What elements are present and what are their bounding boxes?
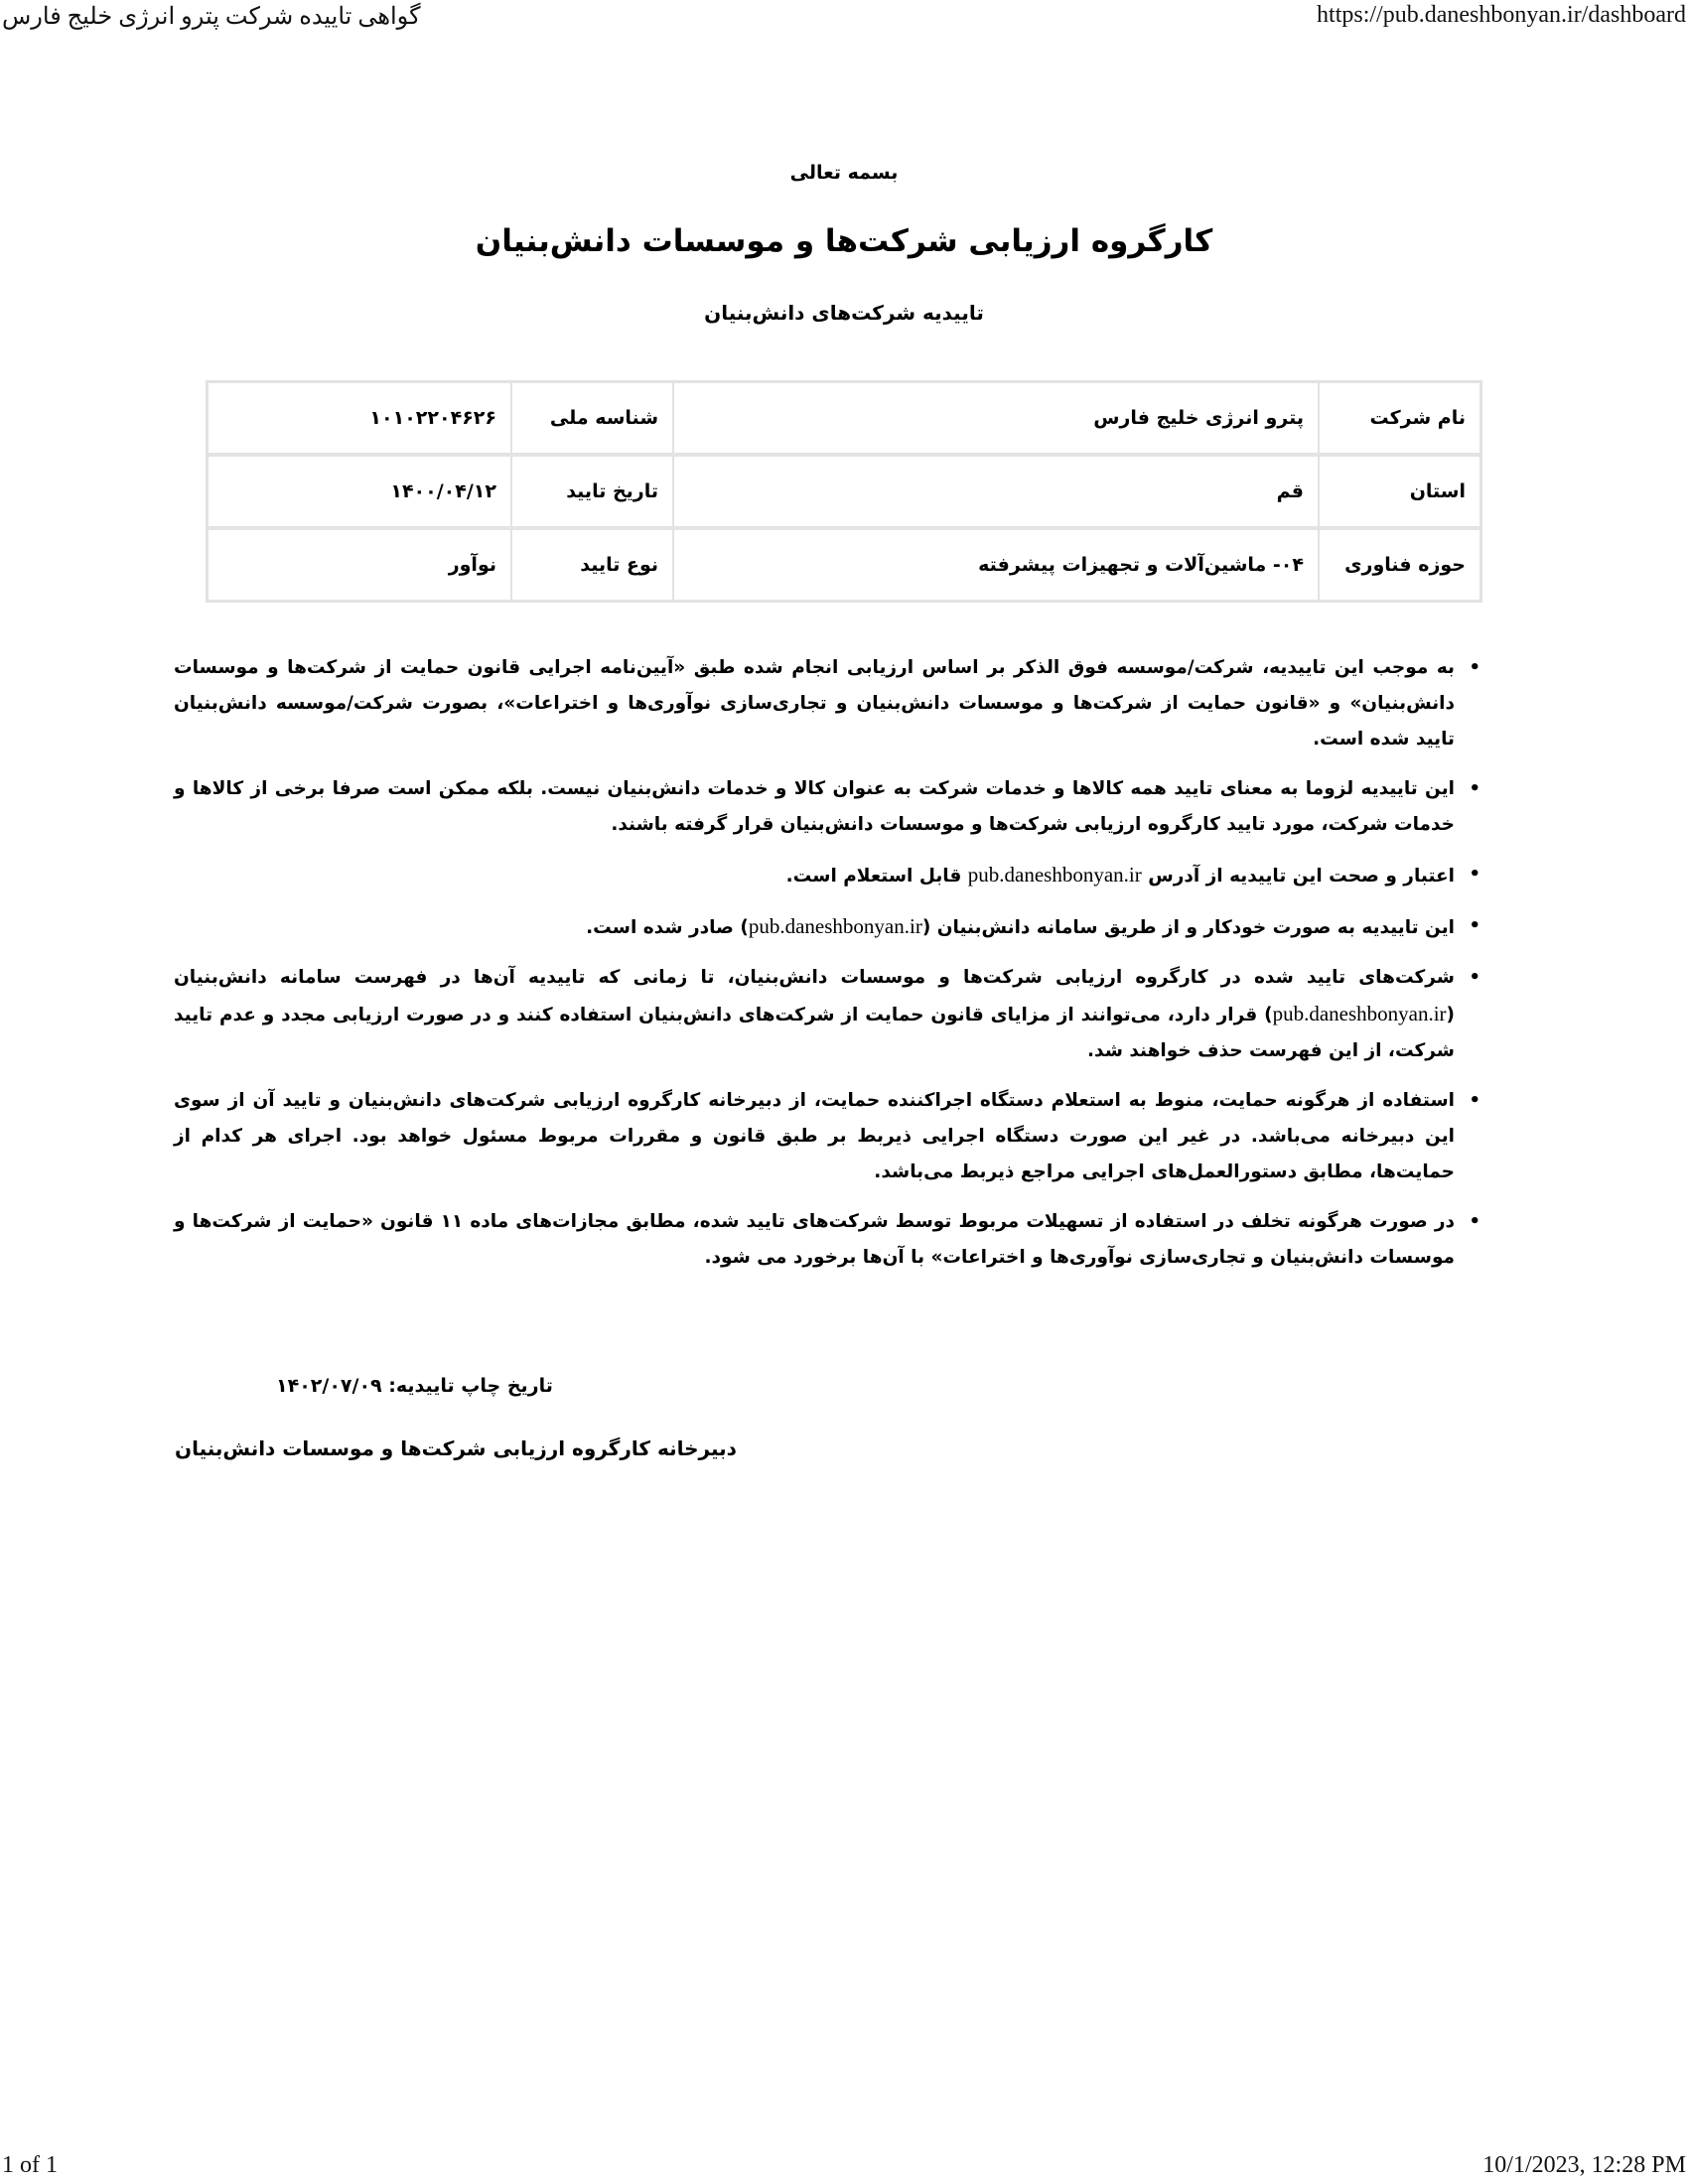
bullet-icon: •	[1469, 657, 1480, 678]
print-date-value: ۱۴۰۲/۰۷/۰۹	[276, 1375, 382, 1397]
list-item	[174, 1204, 1480, 1276]
website-link[interactable]: pub.daneshbonyan.ir	[748, 914, 922, 938]
list-item	[174, 1083, 1480, 1190]
bullet-icon: •	[1469, 864, 1480, 885]
note-text: استفاده از هرگونه حمایت، منوط به استعلام دستگاه اجراکننده حمایت، از دبیرخانه کارگروه ارزیابی شرکت‌های دانش‌بنیان و تایید آن از سوی این دبیرخانه می‌باشد. در غیر این صورت دستگاه اجرایی ذیربط بر طبق قانون و مقررات مربوط مسئول خواهد بود. اجرای هر کدام از حمایت‌ها، مطابق دستورالعمل‌های اجرایی مراجع ذیربط می‌باشد.	[174, 1090, 1455, 1182]
company-name-label: نام شرکت	[1319, 382, 1480, 454]
website-link[interactable]: pub.daneshbonyan.ir	[967, 863, 1142, 887]
approval-type-value: نوآور	[208, 527, 511, 601]
approval-type-label: نوع تایید	[511, 527, 673, 601]
list-item	[174, 771, 1480, 843]
note-text: قابل استعلام است.	[785, 866, 968, 887]
print-timestamp: 10/1/2023, 12:28 PM	[1482, 2152, 1686, 2178]
technology-field-label: حوزه فناوری	[1319, 527, 1480, 601]
note-text: اعتبار و صحت این تاییدیه از آدرس	[1141, 866, 1455, 887]
notes-list	[174, 650, 1482, 1290]
national-id-value: ۱۰۱۰۲۲۰۴۶۲۶	[208, 382, 511, 454]
bullet-icon: •	[1469, 967, 1480, 988]
table-row	[208, 527, 1480, 601]
approval-date-label: تاریخ تایید	[511, 454, 673, 527]
list-item	[174, 960, 1480, 1069]
province-label: استان	[1319, 454, 1480, 527]
national-id-label: شناسه ملی	[511, 382, 673, 454]
bullet-icon: •	[1469, 1211, 1480, 1232]
website-link[interactable]: pub.daneshbonyan.ir	[1272, 1002, 1447, 1025]
table-row	[208, 382, 1480, 454]
note-text: این تاییدیه به صورت خودکار و از طریق سامانه دانش‌بنیان (	[921, 917, 1455, 938]
note-text: به موجب این تاییدیه، شرکت/موسسه فوق الذکر بر اساس ارزیابی انجام شده طبق «آیین‌نامه اجرایی قانون حمایت از شرکت‌ها و موسسات دانش‌بنیان» و «قانون حمایت از شرکت‌ها و موسسات دانش‌بنیان و تجاری‌سازی نوآوری‌ها و اختراعات»، بصورت شرکت/موسسه دانش‌بنیان تایید شده است.	[174, 657, 1455, 750]
browser-page-title: گواهی تاییده شرکت پترو انرژی خلیج فارس	[2, 4, 421, 30]
technology-field-value: ۰۴- ماشین‌آلات و تجهیزات پیشرفته	[673, 527, 1319, 601]
table-row	[208, 454, 1480, 527]
browser-url: https://pub.daneshbonyan.ir/dashboard	[1317, 2, 1686, 28]
page-title: کارگروه ارزیابی شرکت‌ها و موسسات دانش‌بنیان	[475, 223, 1213, 259]
approval-date-value: ۱۴۰۰/۰۴/۱۲	[208, 454, 511, 527]
bullet-icon: •	[1469, 778, 1480, 799]
province-value: قم	[673, 454, 1319, 527]
bismillah-heading: بسمه تعالی	[789, 162, 899, 184]
note-text: ) صادر شده است.	[586, 917, 749, 938]
list-item	[174, 857, 1480, 894]
bullet-icon: •	[1469, 1090, 1480, 1111]
bullet-icon: •	[1469, 915, 1480, 936]
list-item	[174, 650, 1480, 757]
print-date	[276, 1375, 553, 1397]
company-name-value: پترو انرژی خلیج فارس	[673, 382, 1319, 454]
list-item	[174, 908, 1480, 946]
company-info-table	[206, 380, 1482, 603]
print-date-label: تاریخ چاپ تاییدیه:	[388, 1375, 553, 1397]
note-text: ) قرار دارد، می‌توانند از مزایای قانون حمایت از شرکت‌های دانش‌بنیان استفاده کنند و در صورت ارزیابی مجدد و عدم تایید شرکت، از این فهرست حذف خواهند شد.	[174, 1005, 1455, 1061]
note-text: شرکت‌های تایید شده در کارگروه ارزیابی شرکت‌ها و موسسات دانش‌بنیان، تا زمانی که تاییدیه آن‌ها در فهرست سامانه دانش‌بنیان (	[174, 967, 1455, 1025]
page-count: 1 of 1	[2, 2152, 58, 2178]
page-subtitle: تاییدیه شرکت‌های دانش‌بنیان	[704, 301, 984, 325]
note-text: در صورت هرگونه تخلف در استفاده از تسهیلات مربوط توسط شرکت‌های تایید شده، مطابق مجازات‌های ماده ۱۱ قانون «حمایت از شرکت‌ها و موسسات دانش‌بنیان و تجاری‌سازی نوآوری‌ها و اختراعات» با آن‌ها برخورد می شود.	[174, 1211, 1455, 1268]
secretariat-signature: دبیرخانه کارگروه ارزیابی شرکت‌ها و موسسات دانش‌بنیان	[175, 1436, 737, 1460]
note-text: این تاییدیه لزوما به معنای تایید همه کالاها و خدمات شرکت به عنوان کالا و خدمات دانش‌بنیان نیست. بلکه ممکن است صرفا برخی از کالاها و خدمات شرکت، مورد تایید کارگروه ارزیابی شرکت‌ها و موسسات دانش‌بنیان قرار گرفته باشند.	[174, 778, 1455, 835]
